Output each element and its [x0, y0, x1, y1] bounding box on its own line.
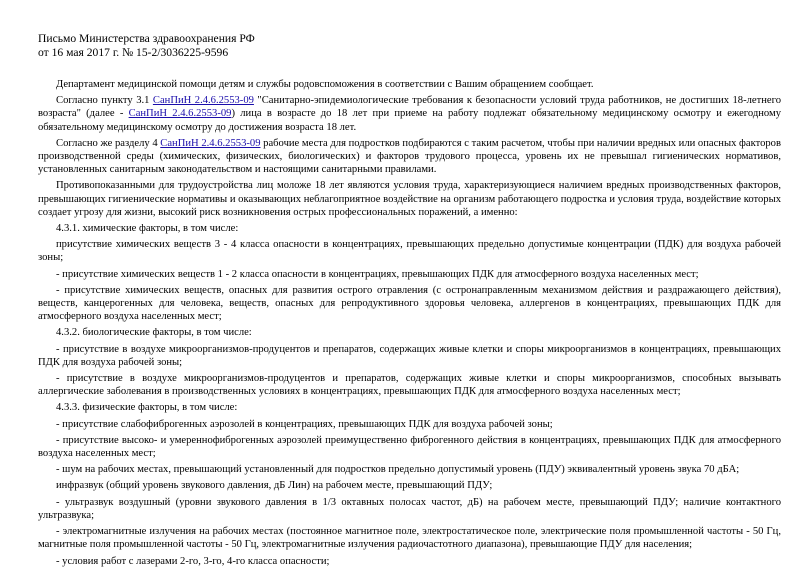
- document-body: [38, 78, 781, 568]
- paragraph-section-4: [38, 137, 781, 177]
- list-item: - шум на рабочих местах, превышающий установленный для подростков предельно допустимый уровень (ПДУ) эквивалентный уровень звука 70 дБА;: [56, 464, 740, 476]
- list-item: - условия работ с лазерами 2-го, 3-го, 4-го класса опасности;: [56, 555, 330, 567]
- list-item: - присутствие слабофиброгенных аэрозолей в концентрациях, превышающих ПДК для воздуха рабочей зоны;: [56, 418, 553, 430]
- list-item: инфразвук (общий уровень звукового давления, дБ Лин) на рабочем месте, превышающий ПДУ;: [56, 480, 493, 492]
- section-heading-4-3-3: 4.3.3. физические факторы, в том числе:: [56, 402, 238, 414]
- list-item: - электромагнитные излучения на рабочих местах (постоянное магнитное поле, электростатическое поле, электрические поля промышленной частоты - 50 Гц, магнитные поля промышленной частоты - 50 Гц, электромагнитные излучения радиочастотного диапазона), превышающие ПДУ для населения;: [38, 526, 781, 551]
- sanpin-link[interactable]: СанПиН 2.4.6.2553-09: [152, 95, 254, 107]
- list-item: - присутствие в воздухе микроорганизмов-продуцентов и препаратов, содержащих живые клетки и споры микроорганизмов, способных вызывать аллергические заболевания в производственных условиях в концентрациях, превышающих ПДК для атмосферного воздуха населенных мест;: [38, 373, 781, 398]
- text-segment: рабочие места для подростков подбираются с таким расчетом, чтобы при наличии вредных или опасных факторов производственной среды (химических, физических, биологических) и факторов трудового процесса, уровень их не превышал гигиенических нормативов, установленных санитарным законодательством и настоящими санитарными правилами.: [38, 137, 781, 176]
- document-header: [38, 32, 781, 60]
- paragraph-contraindications: Противопоказанными для трудоустройства лиц моложе 18 лет являются условия труда, характеризующиеся наличием вредных производственных факторов, превышающих гигиенические нормативы и оказывающих неблагоприятное воздействие на организм работающего подростка и условия труда, воздействие которых создает угрозу для жизни, высокий риск возникновения острых профессиональных поражений, а именно:: [38, 180, 781, 218]
- list-item: - присутствие химических веществ, опасных для развития острого отравления (с остронаправленным механизмом действия и раздражающего действия), веществ, канцерогенных для человека, веществ, опасных для репродуктивного здоровья человека, аллергенов в концентрациях, превышающих ПДК для атмосферного воздуха населенных мест;: [38, 284, 781, 323]
- section-heading-4-3-1: 4.3.1. химические факторы, в том числе:: [56, 223, 239, 235]
- text-segment: Согласно же разделу 4: [56, 137, 161, 149]
- list-item: - присутствие высоко- и умереннофиброгенных аэрозолей преимущественно фиброгенного действия в концентрациях, превышающих ПДК для атмосферного воздуха населенных мест;: [38, 434, 781, 460]
- list-item: присутствие химических веществ 3 - 4 класса опасности в концентрациях, превышающих предельно допустимые концентрации (ПДК) для воздуха рабочей зоны;: [38, 239, 781, 264]
- sanpin-link[interactable]: СанПиН 2.4.6.2553-09: [128, 108, 232, 120]
- list-item: - ультразвук воздушный (уровни звукового давления в 1/3 октавных полосах частот, дБ) на рабочем месте, превышающий ПДУ; наличие контактного ультразвука;: [38, 496, 781, 521]
- header-date-number: от 16 мая 2017 г. № 15-2/3036225-9596: [38, 46, 229, 59]
- paragraph-clause-3-1: [38, 94, 781, 134]
- text-segment: ) лица в возрасте до 18 лет при приеме на работу подлежат обязательному медицинскому осмотру и ежегодному обязательному медицинскому осмотру до достижения возраста 18 лет.: [38, 108, 782, 133]
- list-item: - присутствие в воздухе микроорганизмов-продуцентов и препаратов, содержащих живые клетки и споры микроорганизмов в концентрациях, превышающих ПДК для воздуха рабочей зоны;: [38, 343, 781, 368]
- section-heading-4-3-2: 4.3.2. биологические факторы, в том числе:: [56, 327, 252, 339]
- paragraph-intro: Департамент медицинской помощи детям и службы родовспоможения в соответствии с Вашим обращением сообщает.: [56, 79, 594, 90]
- header-title: Письмо Министерства здравоохранения РФ: [38, 32, 255, 45]
- text-segment: "Санитарно-эпидемиологические требования к безопасности условий труда работников, не достигших 18-летнего возраста" (далее -: [38, 95, 782, 120]
- text-segment: Согласно пункту 3.1: [56, 95, 153, 107]
- sanpin-link[interactable]: СанПиН 2.4.6.2553-09: [160, 137, 261, 149]
- list-item: - присутствие химических веществ 1 - 2 класса опасности в концентрациях, превышающих ПДК для атмосферного воздуха населенных мест;: [56, 268, 699, 280]
